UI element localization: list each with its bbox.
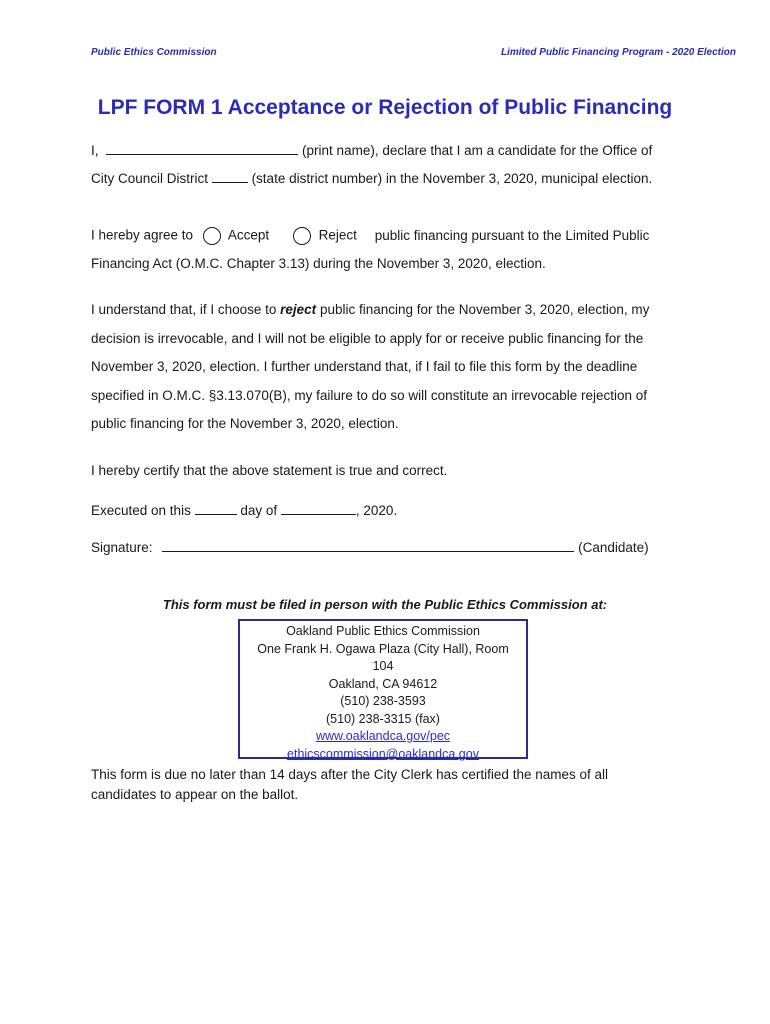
address-org: Oakland Public Ethics Commission	[286, 624, 480, 638]
print-name-label: (print name), declare that I am a candidate for the Office of	[302, 143, 653, 158]
signature-suffix: (Candidate)	[578, 540, 649, 555]
accept-radio[interactable]	[203, 227, 221, 245]
understand-post: public financing for the November 3, 2020, election, my	[319, 302, 650, 317]
agree-prefix: I hereby agree to	[91, 227, 194, 243]
print-name-field[interactable]	[106, 142, 298, 155]
website-link[interactable]: www.oaklandca.gov/pec	[315, 729, 451, 743]
declaration-prefix: I,	[91, 143, 99, 158]
address-city: Oakland, CA 94612	[328, 676, 438, 691]
understand-pre: I understand that, if I choose to	[91, 302, 277, 317]
address-box	[238, 619, 528, 759]
filing-notice: This form must be filed in person with the Public Ethics Commission at:	[162, 597, 608, 612]
executed-line	[91, 502, 397, 518]
email-link[interactable]: ethicscommission@oaklandca.gov	[287, 746, 479, 761]
month-field[interactable]	[281, 502, 356, 515]
address-phone: (510) 238-3593	[340, 694, 426, 708]
reject-radio[interactable]	[293, 227, 311, 245]
district-prefix: City Council District	[91, 171, 209, 186]
address-street-1: One Frank H. Ogawa Plaza (City Hall), Room	[257, 641, 509, 656]
address-street-2: 104	[372, 659, 394, 673]
agree-suffix: public financing pursuant to the Limited Public	[374, 227, 650, 243]
signature-line	[91, 539, 649, 555]
declaration-line-1	[91, 142, 652, 158]
due-notice: This form is due no later than 14 days after the City Clerk has certified the names of all candidates to appear on the ballot.	[91, 767, 608, 802]
understand-line-5: public financing for the November 3, 2020, election.	[91, 416, 399, 431]
reject-emphasis: reject	[280, 302, 317, 317]
district-suffix: (state district number) in the November 3, 2020, municipal election.	[251, 171, 653, 186]
executed-suffix: , 2020.	[355, 503, 398, 518]
day-field[interactable]	[195, 502, 237, 515]
understand-line-2: decision is irrevocable, and I will not be eligible to apply for or receive public financing for the	[91, 331, 644, 346]
header-left: Public Ethics Commission	[91, 47, 217, 58]
address-fax: (510) 238-3315 (fax)	[326, 711, 440, 726]
reject-label: Reject	[318, 227, 357, 243]
understand-line-1	[91, 302, 649, 317]
accept-label: Accept	[227, 227, 270, 243]
understand-line-4: specified in O.M.C. §3.13.070(B), my failure to do so will constitute an irrevocable rejection of	[91, 388, 648, 403]
executed-prefix: Executed on this	[91, 503, 191, 518]
form-title: LPF FORM 1 Acceptance or Rejection of Public Financing	[97, 96, 673, 119]
signature-label: Signature:	[91, 540, 153, 555]
agree-line-1	[91, 227, 649, 245]
header-right: Limited Public Financing Program - 2020 Election	[500, 47, 736, 58]
declaration-line-2	[91, 170, 652, 186]
agree-line-2: Financing Act (O.M.C. Chapter 3.13) during the November 3, 2020, election.	[91, 256, 546, 271]
certify-statement: I hereby certify that the above statement is true and correct.	[91, 463, 448, 478]
district-number-field[interactable]	[212, 170, 248, 183]
signature-field[interactable]	[162, 539, 574, 552]
understand-line-3: November 3, 2020, election. I further understand that, if I fail to file this form by the deadline	[91, 359, 638, 374]
executed-mid: day of	[240, 503, 278, 518]
